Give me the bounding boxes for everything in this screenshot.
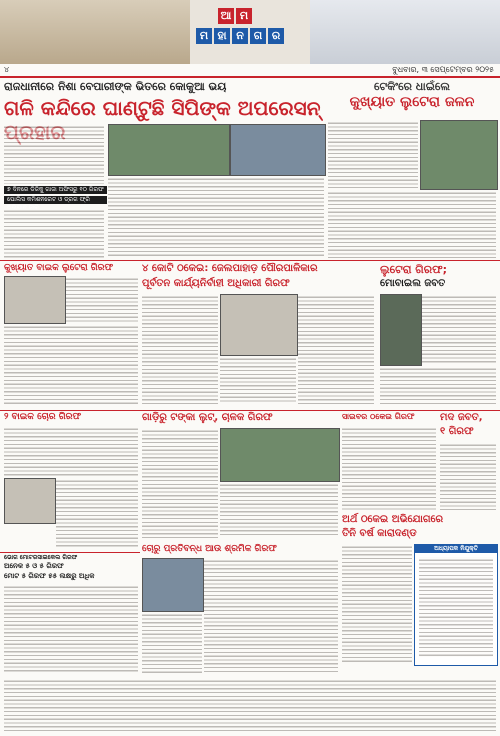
right-top-kicker: ଟେକିଂରେ ଧାଇଁଲେ (374, 80, 450, 93)
row3-left-headline: ୨ ବାଇକ ଚୋର ଗିରଫ (4, 412, 82, 422)
row2-left-photo (4, 276, 66, 324)
row4-left-text (4, 584, 138, 674)
lead-photo (108, 124, 230, 176)
folio-bar (0, 64, 500, 78)
row4-mid-headline: ଅର୍ଥ ଠକେଇ ଅଭିଯୋଗରେ (342, 514, 444, 525)
row3-right-headline: ମଦ ଜବତ, (440, 412, 483, 423)
row2-right-headline: ଲୁଟେରା ଗିରଫ; (380, 263, 448, 276)
lead-columns (108, 176, 324, 258)
logo-letter: ଗ (250, 28, 266, 44)
right-top-headline: କୁଖ୍ୟାତ ଲୁଟେରା ଜଳନ (349, 94, 475, 110)
row3-left-text (4, 426, 138, 476)
logo-letter: ମ (236, 8, 252, 24)
right-top-text (328, 190, 496, 258)
row2-right-sub: ମୋବାଇଲ ଜବତ (380, 278, 446, 289)
lead-text (4, 124, 104, 184)
divider (0, 552, 140, 553)
lead-black-bar: ୭ ଦିନରେ ଡିଜିକୁ ଗାଜା ଅଫିସରୁ ୧୦ ଗିରଫ (4, 186, 107, 194)
row2-mid-text (220, 356, 296, 404)
row4-photo (142, 558, 204, 612)
logo-letter: ନ (232, 28, 248, 44)
row2-mid-text (142, 294, 218, 404)
row3-mid-headline: ଗାଡ଼ିରୁ ଟଙ୍କା ଲୁଟ୍, ଚାଳକ ଗିରଫ (142, 412, 273, 423)
logo-letter: ମ (196, 28, 212, 44)
row3-mid-text (220, 482, 338, 538)
right-top-photo (420, 120, 498, 190)
page-number: ୪ (4, 65, 10, 74)
row4-text (142, 612, 202, 674)
divider (0, 410, 500, 411)
row3-right-text (440, 442, 496, 510)
row3-mid-right-text (342, 426, 436, 510)
row2-right-text (380, 366, 496, 404)
row4-mid-sub: ତିନି ବର୍ଷ କାରାଦଣ୍ଡ (342, 528, 417, 539)
row2-left-text (66, 276, 138, 322)
row2-mid-headline: ପୂର୍ବତନ କାର୍ଯ୍ୟନିର୍ବାହୀ ଅଧିକାରୀ ଗିରଫ (142, 278, 290, 289)
ad-box (414, 544, 498, 666)
row3-left-text (56, 478, 138, 548)
ad-text (419, 557, 493, 657)
row2-right-photo (380, 294, 422, 366)
row2-mid-kicker: ୪ କୋଟି ଠକେଇ: ଜେଲପାହାଡ଼ ପୌରପାଳିକାର (142, 263, 318, 274)
row3-right-sub: ୧ ଗିରଫ (440, 426, 474, 437)
row2-left-headline: କୁଖ୍ୟାତ ବାଇକ ଲୁଟେରା ଗିରଫ (4, 263, 114, 273)
logo-letter: ର (268, 28, 284, 44)
logo-letter: ଆ (218, 8, 234, 24)
right-top-story (328, 80, 496, 110)
lead-text (4, 208, 104, 258)
row3-mid-text (142, 428, 218, 538)
row4-left-sub: ମୋଟ ୫ ଗିରଫ ୫୫ ଲକ୍ଷରୁ ଅଧିକ (4, 572, 95, 580)
row3-mid-right-headline: ସାଇବର ଠକେଇ ଗିରଫ (342, 412, 415, 421)
logo-letter: ହା (214, 28, 230, 44)
logo (196, 8, 284, 44)
right-top-text (328, 120, 418, 188)
row3-left-photo (4, 478, 56, 524)
lead-photo (230, 124, 326, 176)
divider (0, 260, 500, 261)
building-photo (310, 0, 500, 64)
row4-mid-text (342, 544, 412, 664)
lead-kicker: ରାଜଧାନୀରେ ନିଶା ବେପାରୀଙ୍କ ଭିତରେ କୋକୁଆ ଭୟ (4, 80, 227, 93)
ad-title: ଅଧ୍ୟାପକ ନିଯୁକ୍ତି (415, 545, 497, 553)
bottom-text (4, 678, 496, 732)
row4-left-headline: ଅନେକ ୫ ଓ ୫ ଗିରଫ (4, 562, 64, 570)
lead-black-bar-2: ପୋଲିସ କମିଶନରେଟ ଓ ଡ୍ରଗ ଫ୍ରି (4, 196, 107, 204)
row2-left-text (4, 324, 138, 404)
row2-mid-photo (220, 294, 298, 356)
row3-mid-photo (220, 428, 340, 482)
date-line: ବୁଧବାର, ୩ ସେପ୍ଟେମ୍ବର ୨୦୨୫ (392, 65, 494, 74)
row4-bottom-headline: ଚୋରୁ ପ୍ରତିବନ୍ଧ ଆଉ ଶ୍ରମିକ ଗିରଫ (142, 544, 277, 554)
row4-left-kicker: ଭୋଗ ମୋଟରସାଇକେଲ ଗିରଫ (4, 554, 78, 561)
row2-right-text (422, 294, 496, 364)
row4-text (204, 558, 338, 674)
temple-photo (0, 0, 190, 64)
lead-headline: ଗଳି କନ୍ଦିରେ ଘାଣ୍ଟୁଛି ସିପିଙ୍କ ଅପରେସନ୍ (4, 96, 321, 120)
row2-mid-text (298, 294, 374, 404)
